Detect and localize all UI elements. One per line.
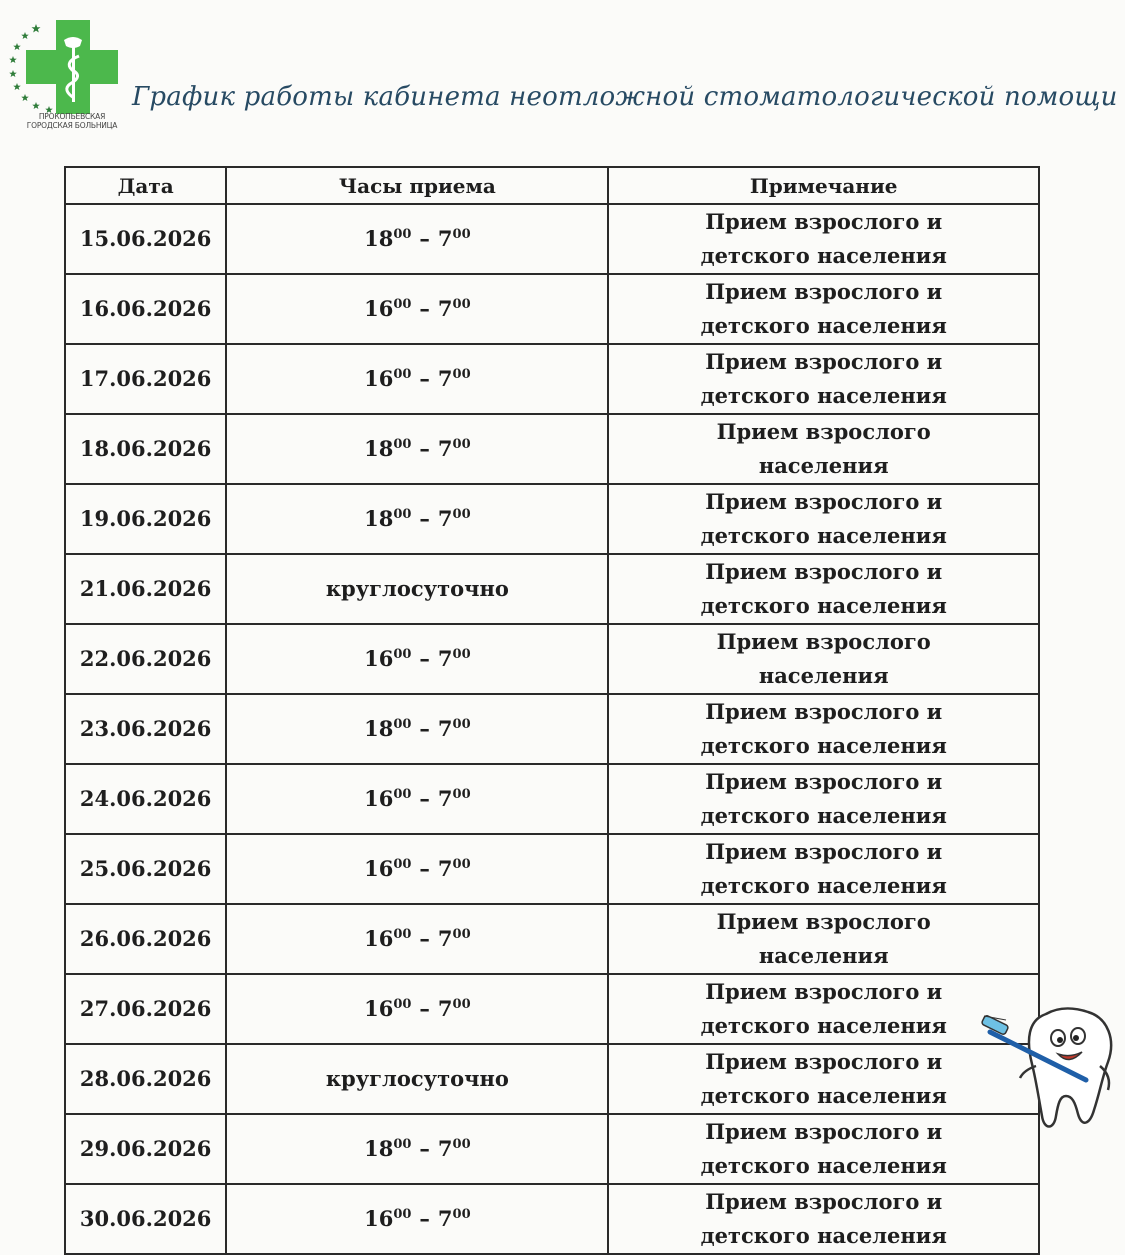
page-title: График работы кабинета неотложной стоматологической помощи [132,82,1118,112]
hours-dash: – [419,436,430,461]
date-cell: 30.06.2026 [65,1184,226,1254]
note-cell [608,1044,1039,1114]
hours-from: 16 [364,366,394,391]
hours-from: 16 [364,856,394,881]
note-cell [608,274,1039,344]
date-cell: 28.06.2026 [65,1044,226,1114]
date-cell: 22.06.2026 [65,624,226,694]
hours-cell [226,1114,608,1184]
hours-dash: – [419,366,430,391]
table-header-row [65,167,1039,204]
hours-cell [226,1184,608,1254]
table-row [65,344,1039,414]
note-cell [608,204,1039,274]
hours-cell [226,834,608,904]
date-cell: 17.06.2026 [65,344,226,414]
hours-from: 16 [364,786,394,811]
note-text: Прием взрослого и детского населения [700,979,947,1038]
hours-cell [226,974,608,1044]
hours-from-minutes: 00 [393,857,412,872]
hours-from-minutes: 00 [393,717,412,732]
hours-from: 18 [364,716,394,741]
note-cell [608,1114,1039,1184]
hours-to-minutes: 00 [452,717,471,732]
note-cell [608,904,1039,974]
note-cell [608,554,1039,624]
hours-to: 7 [437,436,453,461]
hours-to-minutes: 00 [452,927,471,942]
hours-to-minutes: 00 [452,227,471,242]
hours-to: 7 [437,1206,453,1231]
hours-to-minutes: 00 [452,787,471,802]
hours-to-minutes: 00 [452,507,471,522]
table-row [65,484,1039,554]
date-cell: 16.06.2026 [65,274,226,344]
hours-to: 7 [437,226,453,251]
date-cell: 21.06.2026 [65,554,226,624]
table-row [65,554,1039,624]
hours-from: 16 [364,1206,394,1231]
hours-from-minutes: 00 [393,507,412,522]
hours-cell [226,1044,608,1114]
hours-cell [226,694,608,764]
hours-dash: – [419,646,430,671]
note-cell [608,484,1039,554]
hours-dash: – [419,226,430,251]
note-text: Прием взрослого и детского населения [700,699,947,758]
hours-cell [226,554,608,624]
date-cell: 23.06.2026 [65,694,226,764]
hours-from: 18 [364,436,394,461]
hours-dash: – [419,1206,430,1231]
table-row [65,274,1039,344]
hours-cell [226,204,608,274]
table-row [65,764,1039,834]
hours-cell [226,414,608,484]
hours-dash: – [419,506,430,531]
date-cell: 26.06.2026 [65,904,226,974]
hours-from-minutes: 00 [393,1137,412,1152]
hours-text: круглосуточно [325,1066,509,1091]
hours-dash: – [419,1136,430,1161]
table-row [65,834,1039,904]
hours-dash: – [419,716,430,741]
hours-to-minutes: 00 [452,297,471,312]
hours-to-minutes: 00 [452,857,471,872]
date-cell: 27.06.2026 [65,974,226,1044]
schedule-body [65,204,1039,1254]
green-cross-icon [26,20,118,114]
hours-dash: – [419,996,430,1021]
note-text: Прием взрослого населения [716,419,931,478]
hours-from: 18 [364,226,394,251]
note-text: Прием взрослого населения [716,909,931,968]
hours-from-minutes: 00 [393,787,412,802]
note-cell [608,1184,1039,1254]
note-text: Прием взрослого и детского населения [700,279,947,338]
hours-to: 7 [437,926,453,951]
hours-to-minutes: 00 [452,1137,471,1152]
table-row [65,624,1039,694]
hours-from: 16 [364,926,394,951]
date-cell: 25.06.2026 [65,834,226,904]
hours-to: 7 [437,366,453,391]
hours-cell [226,764,608,834]
hours-dash: – [419,296,430,321]
hours-from-minutes: 00 [393,647,412,662]
table-row [65,1114,1039,1184]
note-text: Прием взрослого и детского населения [700,839,947,898]
hours-from: 18 [364,506,394,531]
schedule-table [64,166,1040,1255]
table-row [65,1184,1039,1254]
table-row [65,414,1039,484]
hours-cell [226,904,608,974]
note-text: Прием взрослого и детского населения [700,489,947,548]
tooth-mascot-icon [976,1006,1122,1136]
note-text: Прием взрослого населения [716,629,931,688]
date-cell: 24.06.2026 [65,764,226,834]
hours-dash: – [419,856,430,881]
table-row [65,904,1039,974]
date-cell: 19.06.2026 [65,484,226,554]
note-text: Прием взрослого и детского населения [700,1119,947,1178]
hours-cell [226,344,608,414]
hours-dash: – [419,786,430,811]
hours-cell [226,484,608,554]
table-row [65,204,1039,274]
note-cell [608,414,1039,484]
hours-to: 7 [437,856,453,881]
table-row [65,1044,1039,1114]
column-header-hours: Часы приема [226,167,608,204]
hours-to-minutes: 00 [452,647,471,662]
hours-from: 16 [364,296,394,321]
note-text: Прием взрослого и детского населения [700,209,947,268]
hours-text: круглосуточно [325,576,509,601]
hours-to: 7 [437,996,453,1021]
hours-to-minutes: 00 [452,997,471,1012]
hours-from-minutes: 00 [393,927,412,942]
column-header-note: Примечание [608,167,1039,204]
hours-to: 7 [437,1136,453,1161]
hours-from: 18 [364,1136,394,1161]
note-text: Прием взрослого и детского населения [700,1049,947,1108]
note-cell [608,834,1039,904]
table-row [65,974,1039,1044]
column-header-date: Дата [65,167,226,204]
note-cell [608,694,1039,764]
date-cell: 15.06.2026 [65,204,226,274]
date-cell: 18.06.2026 [65,414,226,484]
hours-cell [226,624,608,694]
hours-from-minutes: 00 [393,297,412,312]
note-cell [608,974,1039,1044]
hours-from-minutes: 00 [393,997,412,1012]
table-row [65,694,1039,764]
hours-to-minutes: 00 [452,367,471,382]
note-text: Прием взрослого и детского населения [700,559,947,618]
hours-dash: – [419,926,430,951]
hours-cell [226,274,608,344]
hours-from-minutes: 00 [393,437,412,452]
hours-to: 7 [437,786,453,811]
hours-to: 7 [437,716,453,741]
note-cell [608,764,1039,834]
hours-from-minutes: 00 [393,367,412,382]
hours-to: 7 [437,646,453,671]
note-text: Прием взрослого и детского населения [700,349,947,408]
hours-to: 7 [437,296,453,321]
hours-from-minutes: 00 [393,227,412,242]
hours-to: 7 [437,506,453,531]
note-text: Прием взрослого и детского населения [700,769,947,828]
note-text: Прием взрослого и детского населения [700,1189,947,1248]
hours-from-minutes: 00 [393,1207,412,1222]
hours-from: 16 [364,646,394,671]
note-cell [608,624,1039,694]
hours-to-minutes: 00 [452,437,471,452]
note-cell [608,344,1039,414]
date-cell: 29.06.2026 [65,1114,226,1184]
hours-to-minutes: 00 [452,1207,471,1222]
hours-from: 16 [364,996,394,1021]
logo-caption: ПРОКОПЬЕВСКАЯ ГОРОДСКАЯ БОЛЬНИЦА [26,112,118,130]
